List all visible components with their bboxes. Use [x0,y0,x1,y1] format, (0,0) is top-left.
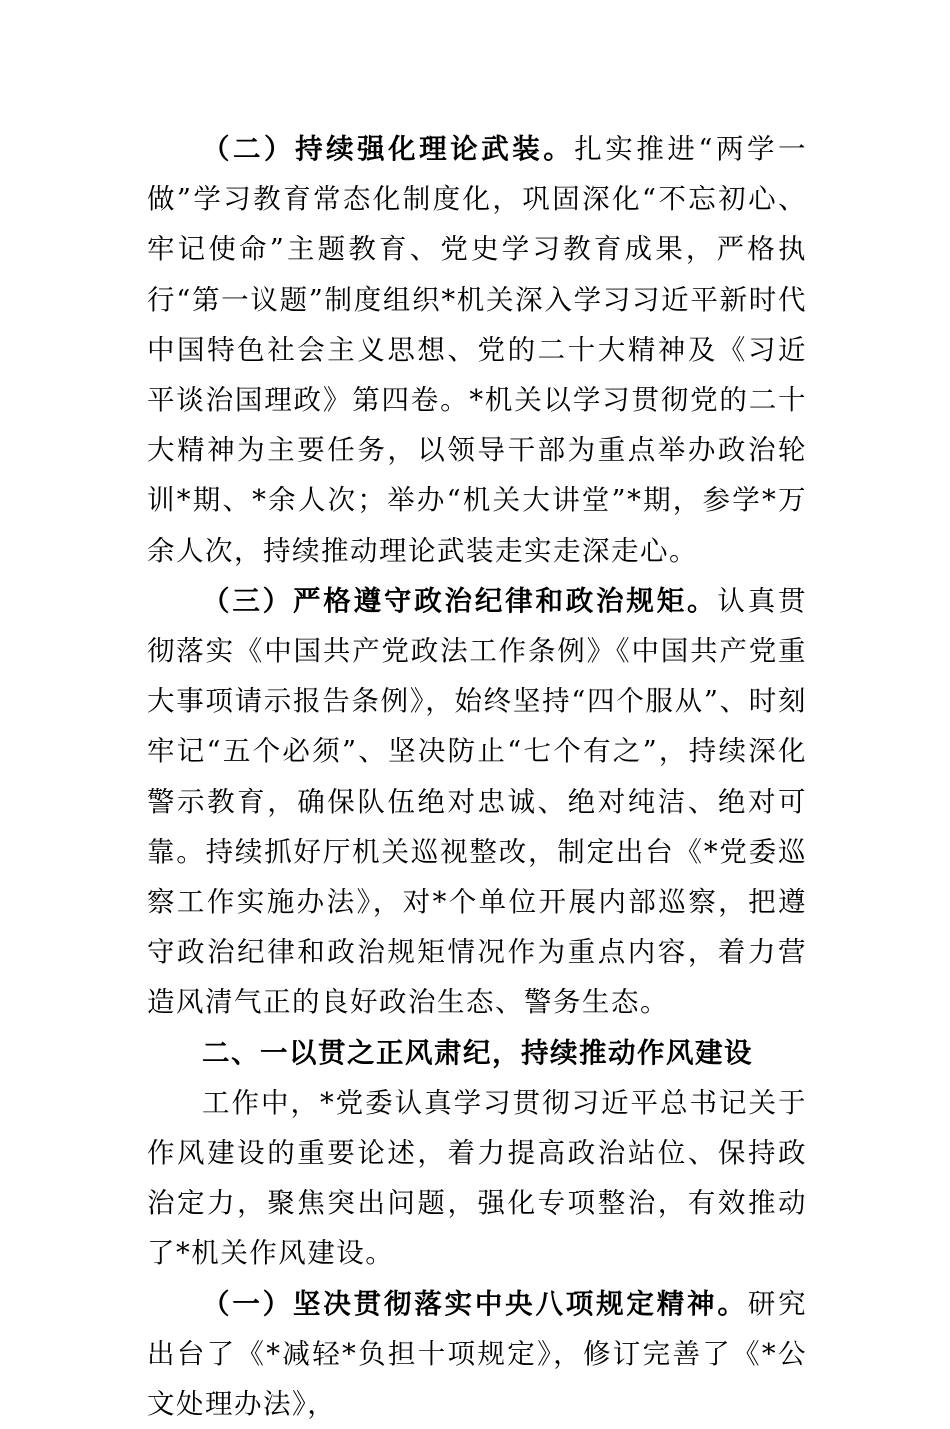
paragraph-political-discipline [147,576,807,1028]
paragraph-text: 认真贯彻落实《中国共产党政法工作条例》《中国共产党重大事项请示报告条例》，始终坚持“四个服从”、时刻牢记“五个必须”、坚决防止“七个有之”，持续深化警示教育，确保队伍绝对忠诚、绝对纯洁、绝对可靠。持续抓好厅机关巡视整改，制定出台《*党委巡察工作实施办法》，对*个单位开展内部巡察，把遵守政治纪律和政治规矩情况作为重点内容，着力营造风清气正的良好政治生态、警务生态。 [147,584,808,1019]
paragraph-text: 扎实推进“两学一做”学习教育常态化制度化，巩固深化“不忘初心、牢记使命”主题教育、党史学习教育成果，严格执行“第一议题”制度组织*机关深入学习习近平新时代中国特色社会主义思想、党的二十大精神及《习近平谈治国理政》第四卷。*机关以学习贯彻党的二十大精神为主要任务，以领导干部为重点举办政治轮训*期、*余人次；举办“机关大讲堂”*期，参学*万余人次，持续推动理论武装走实走深走心。 [147,133,808,567]
paragraph-lead: （二）持续强化理论武装。 [202,133,575,165]
document-body [147,124,807,1429]
paragraph-lead: （一）坚决贯彻落实中央八项规定精神。 [202,1287,748,1320]
paragraph-eight-provisions [147,1279,807,1429]
section-intro: 工作中，*党委认真学习贯彻习近平总书记关于作风建设的重要论述，着力提高政治站位、保持政治定力，聚焦突出问题，强化专项整治，有效推动了*机关作风建设。 [147,1086,807,1270]
paragraph-theory-armament [147,124,807,576]
section-heading: 二、一以贯之正风肃纪，持续推动作风建设 [202,1036,753,1069]
paragraph-lead: （三）严格遵守政治纪律和政治规矩。 [202,584,718,617]
paragraph-text: 研究出台了《*减轻*负担十项规定》，修订完善了《*公文处理办法》， [147,1287,808,1421]
